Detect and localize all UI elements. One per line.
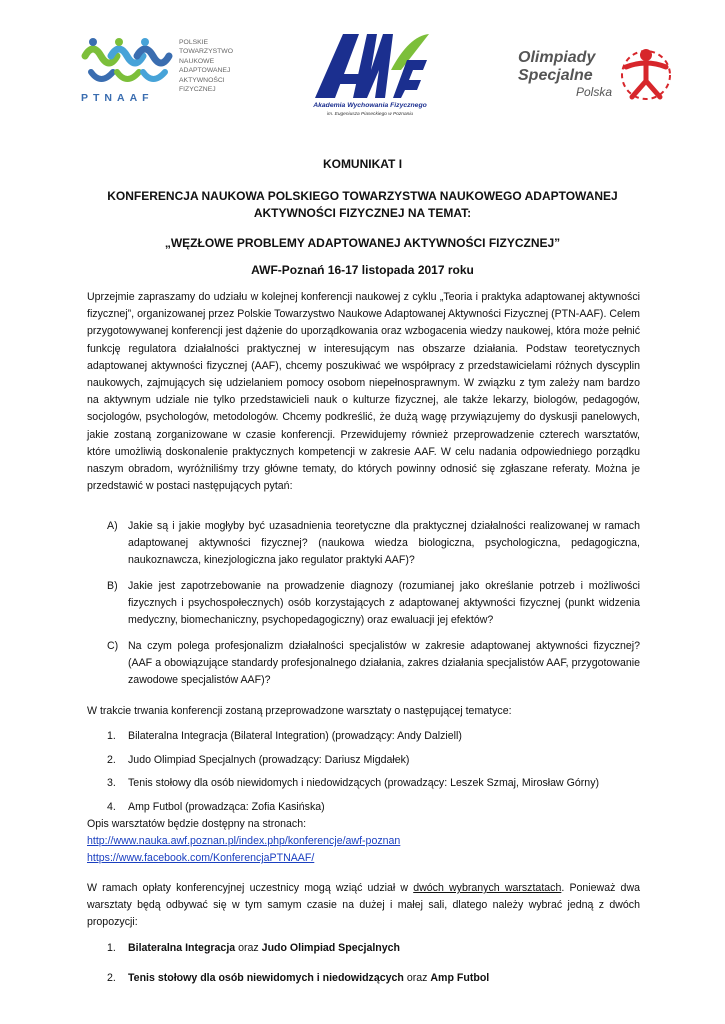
- conference-date-place: AWF-Poznań 16-17 listopada 2017 roku: [251, 263, 474, 277]
- list-item: B) Jakie jest zapotrzebowanie na prowadzenie diagnozy (rozumianej jako określanie potrzeb i możliwości fizycznych i psychospołecznych) osób korzystających z adaptowanej aktywności fizycznej (punkt widzenia medyczny, biomechaniczny, psychopedagogiczny) oraz ewaluacji jej efektów?: [107, 580, 640, 627]
- so-line2: Specjalne: [518, 67, 593, 84]
- two-workshops-emphasis: dwóch wybranych warsztatach: [413, 882, 562, 894]
- workshop-links: [87, 816, 640, 868]
- questions-list: [87, 518, 640, 698]
- list-item: 3. Tenis stołowy dla osób niewidomych i niedowidzących (prowadzący: Leszek Szmaj, Mirosław Górny): [107, 777, 600, 789]
- facebook-conference-link[interactable]: https://www.facebook.com/KonferencjaPTNAAF/: [87, 852, 315, 865]
- workshops-list: [87, 728, 640, 822]
- fee-paragraph: W ramach opłaty konferencyjnej uczestnicy mogą wziąć udział w dwóch wybranych warsztatach. Ponieważ dwa warsztaty będą odbywać się w tym samym czasie na dużej i małej sali, dlatego należy wybrać jedną z dwóch propozycji:: [87, 882, 640, 929]
- so-line1: Olimpiady: [518, 49, 596, 66]
- special-olympics-figure-icon: [620, 45, 672, 103]
- ptnaaf-logo: [75, 30, 245, 115]
- announcement-title: KOMUNIKAT I: [322, 157, 403, 171]
- so-line3: Polska: [576, 85, 613, 99]
- list-item: C) Na czym polega profesjonalizm działalności specjalistów w zakresie adaptowanej aktywności fizycznej? (AAF a obowiązujące standardy profesjonalnego działania, zakres działania specjalistów AAF, przygotowanie zawodowe specjalistów AAF)?: [107, 640, 640, 687]
- links-lead: Opis warsztatów będzie dostępny na stronach:: [87, 818, 307, 830]
- awf-conference-link[interactable]: http://www.nauka.awf.poznan.pl/index.php/konferencje/awf-poznan: [87, 835, 401, 848]
- list-item: 1. Bilateralna Integracja (Bilateral Integration) (prowadzący: Andy Dalziell): [107, 730, 462, 742]
- conference-title-line1: KONFERENCJA NAUKOWA POLSKIEGO TOWARZYSTWA NAUKOWEGO ADAPTOWANEJ: [107, 189, 618, 203]
- list-item: 2. Judo Olimpiad Specjalnych (prowadzący: Dariusz Migdałek): [107, 753, 410, 766]
- ptnaaf-emblem-icon: [79, 34, 179, 94]
- intro-paragraph: Uprzejmie zapraszamy do udziału w kolejnej konferencji naukowej z cyklu „Teoria i praktyka adaptowanej aktywności fizycznej”, organizowanej przez Polskie Towarzystwo Naukowe Adaptowanej Aktywności Fizycznej (PTN-AAF). Celem przygotowywanej konferencji jest dążenie do uporządkowania oraz wzbogacenia wiedzy naukowej, która może pełnić funkcję regulatora działalności praktycznej w interesującym nas obszarze działania. Podstaw teoretycznych adaptowanej aktywności fizycznej (AAF), chcemy poszukiwać we współpracy z przedstawicielami różnych dyscyplin naukowych, zajmujących się udzielaniem pomocy osobom niepełnosprawnym. W związku z tym zależy nam bardzo na aktywnym udziale nie tylko przedstawicieli nauk o kulturze fizycznej, ale także lekarzy, biologów, pedagogów, socjologów, psychologów, metodologów. Chcemy podkreślić, że dużą wagę przywiązujemy do dyskusji panelowych, jakie zostaną zorganizowane w czasie konferencji. Przewidujemy również przeprowadzenie czterech warsztatów, które umożliwią doskonalenie praktycznych kompetencji w zakresie AAF. W celu nadania odpowiedniego porządku naszym obradom, wyróżniliśmy trzy główne tematy, do których powinny odnosić się zgłaszane referaty. Można je przedstawić w postaci następujących pytań:: [87, 291, 640, 493]
- list-item: 1. Bilateralna Integracja oraz Judo Olimpiad Specjalnych: [107, 942, 401, 954]
- ptnaaf-full-name: POLSKIE TOWARZYSTWO NAUKOWE ADAPTOWANEJ AKTYWNOŚCI FIZYCZNEJ: [179, 39, 233, 94]
- special-olympics-logo: [510, 45, 670, 105]
- conference-title-line2: AKTYWNOŚCI FIZYCZNEJ NA TEMAT:: [253, 206, 472, 220]
- awf-name: Akademia Wychowania Fizycznego: [313, 102, 427, 109]
- list-item: 2. Tenis stołowy dla osób niewidomych i niedowidzących oraz Amp Futbol: [107, 971, 490, 984]
- list-item: 4. Amp Futbol (prowadząca: Zofia Kasińska): [107, 800, 325, 813]
- proposals-list: [87, 940, 640, 1000]
- awf-emblem-icon: [305, 30, 435, 100]
- workshops-lead: W trakcie trwania konferencji zostaną przeprowadzone warsztaty o następującej tematyce:: [87, 705, 512, 717]
- awf-subtitle: im. Eugeniusza Piaseckiego w Poznaniu: [326, 112, 414, 117]
- ptnaaf-abbr: PTNAAF: [81, 92, 154, 104]
- awf-logo: [305, 30, 435, 120]
- list-item: A) Jakie są i jakie mogłyby być uzasadnienia teoretyczne dla praktycznej działalności realizowanej w ramach adaptowanej aktywności fizycznej? (naukowa wiedza biologiczna, psychologiczna, pedagogiczna, naukoznawcza, kinezjologiczna jako regulator praktyki AAF)?: [107, 520, 640, 567]
- conference-topic: „WĘZŁOWE PROBLEMY ADAPTOWANEJ AKTYWNOŚCI FIZYCZNEJ”: [164, 236, 561, 250]
